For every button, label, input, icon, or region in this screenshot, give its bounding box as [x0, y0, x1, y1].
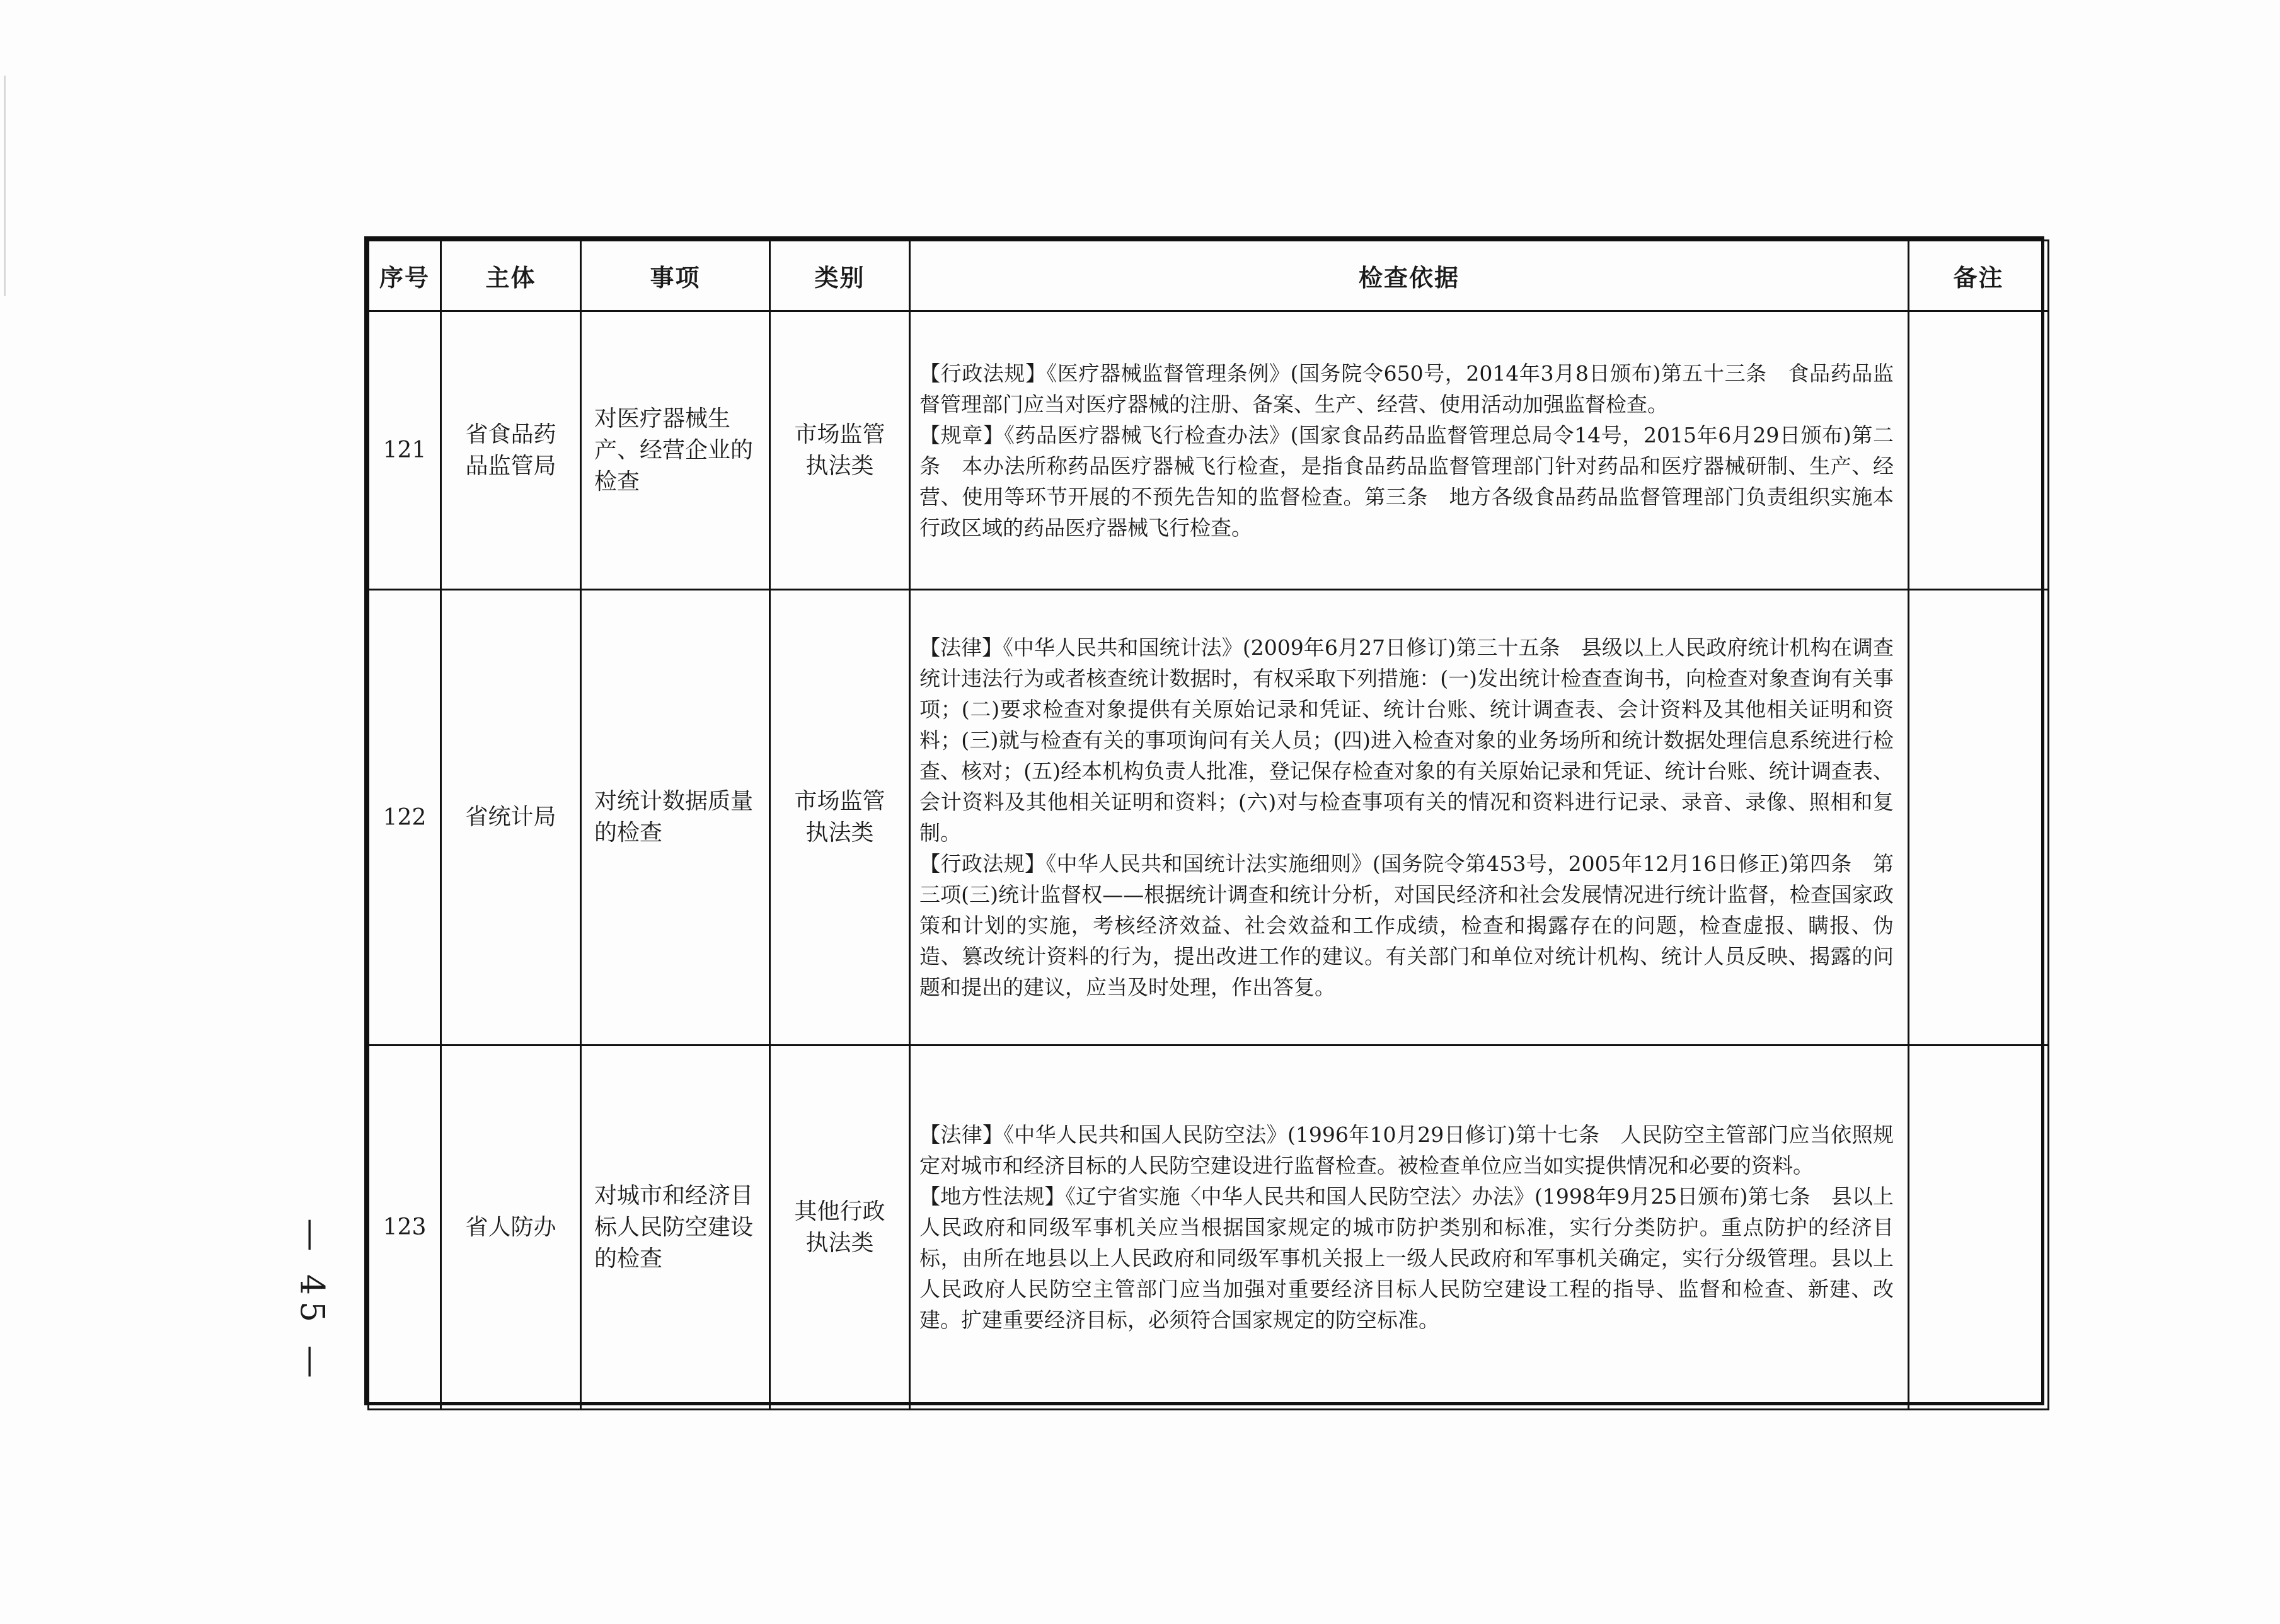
row-item: 对统计数据质量的检查 [581, 590, 770, 1045]
row-subject: 省食品药品监管局 [441, 311, 581, 590]
table-row [369, 311, 2049, 590]
inspection-table [367, 239, 2049, 1410]
row-note [1909, 311, 2049, 590]
header-subject: 主体 [441, 241, 581, 311]
page-number [287, 1197, 337, 1405]
inspection-table-frame [364, 236, 2044, 1405]
row-item: 对城市和经济目标人民防空建设的检查 [581, 1045, 770, 1410]
table-row [369, 590, 2049, 1045]
row-note [1909, 1045, 2049, 1410]
basis-paragraph: 【地方性法规】《辽宁省实施〈中华人民共和国人民防空法〉办法》(1998年9月25日颁布)第七条 县以上人民政府和同级军事机关应当根据国家规定的城市防护类别和标准，实行分类防护。重点防护的经济目标，由所在地县以上人民政府和同级军事机关报上一级人民政府和军事机关确定，实行分级管理。县以上人民政府人民防空主管部门应当加强对重要经济目标人民防空建设工程的指导、监督和检查、新建、改建。扩建重要经济目标，必须符合国家规定的防空标准。 [919, 1184, 1894, 1332]
table-row [369, 1045, 2049, 1410]
row-category: 市场监管执法类 [770, 590, 910, 1045]
header-category: 类别 [770, 241, 910, 311]
row-number: 123 [369, 1045, 441, 1410]
row-category: 其他行政执法类 [770, 1045, 910, 1410]
basis-paragraph: 【规章】《药品医疗器械飞行检查办法》(国家食品药品监督管理总局令14号，2015年6月29日颁布)第二条 本办法所称药品医疗器械飞行检查，是指食品药品监督管理部门针对药品和医疗器械研制、生产、经营、使用等环节开展的不预先告知的监督检查。第三条 地方各级食品药品监督管理部门负责组织实施本行政区域的药品医疗器械飞行检查。 [919, 422, 1894, 540]
basis-paragraph: 【行政法规】《中华人民共和国统计法实施细则》(国务院令第453号，2005年12月16日修正)第四条 第三项(三)统计监督权——根据统计调查和统计分析，对国民经济和社会发展情况进行统计监督，检查国家政策和计划的实施，考核经济效益、社会效益和工作成绩，检查和揭露存在的问题，检查虚报、瞒报、伪造、篡改统计资料的行为，提出改进工作的建议。有关部门和单位对统计机构、统计人员反映、揭露的问题和提出的建议，应当及时处理，作出答复。 [919, 851, 1894, 999]
row-subject: 省人防办 [441, 1045, 581, 1410]
scan-edge-mark [4, 76, 6, 296]
row-item: 对医疗器械生产、经营企业的检查 [581, 311, 770, 590]
row-number: 122 [369, 590, 441, 1045]
basis-paragraph: 【行政法规】《医疗器械监督管理条例》(国务院令650号，2014年3月8日颁布)第五十三条 食品药品监督管理部门应当对医疗器械的注册、备案、生产、经营、使用活动加强监督检查。 [919, 360, 1894, 417]
row-basis [910, 311, 1909, 590]
row-note [1909, 590, 2049, 1045]
table-header-row [369, 241, 2049, 311]
basis-paragraph: 【法律】《中华人民共和国人民防空法》(1996年10月29日修订)第十七条 人民防空主管部门应当依照规定对城市和经济目标的人民防空建设进行监督检查。被检查单位应当如实提供情况和必要的资料。 [919, 1122, 1894, 1178]
row-basis [910, 590, 1909, 1045]
page-number-text: — 45 — [293, 1218, 331, 1385]
row-category: 市场监管执法类 [770, 311, 910, 590]
header-number: 序号 [369, 241, 441, 311]
basis-paragraph: 【法律】《中华人民共和国统计法》(2009年6月27日修订)第三十五条 县级以上人民政府统计机构在调查统计违法行为或者核查统计数据时，有权采取下列措施：(一)发出统计检查查询书，向检查对象查询有关事项；(二)要求检查对象提供有关原始记录和凭证、统计台账、统计调查表、会计资料及其他相关证明和资料；(三)就与检查有关的事项询问有关人员；(四)进入检查对象的业务场所和统计数据处理信息系统进行检查、核对；(五)经本机构负责人批准，登记保存检查对象的有关原始记录和凭证、统计台账、统计调查表、会计资料及其他相关证明和资料；(六)对与检查事项有关的情况和资料进行记录、录音、录像、照相和复制。 [919, 635, 1894, 845]
row-subject: 省统计局 [441, 590, 581, 1045]
row-basis [910, 1045, 1909, 1410]
header-item: 事项 [581, 241, 770, 311]
header-note: 备注 [1909, 241, 2049, 311]
header-basis: 检查依据 [910, 241, 1909, 311]
row-number: 121 [369, 311, 441, 590]
